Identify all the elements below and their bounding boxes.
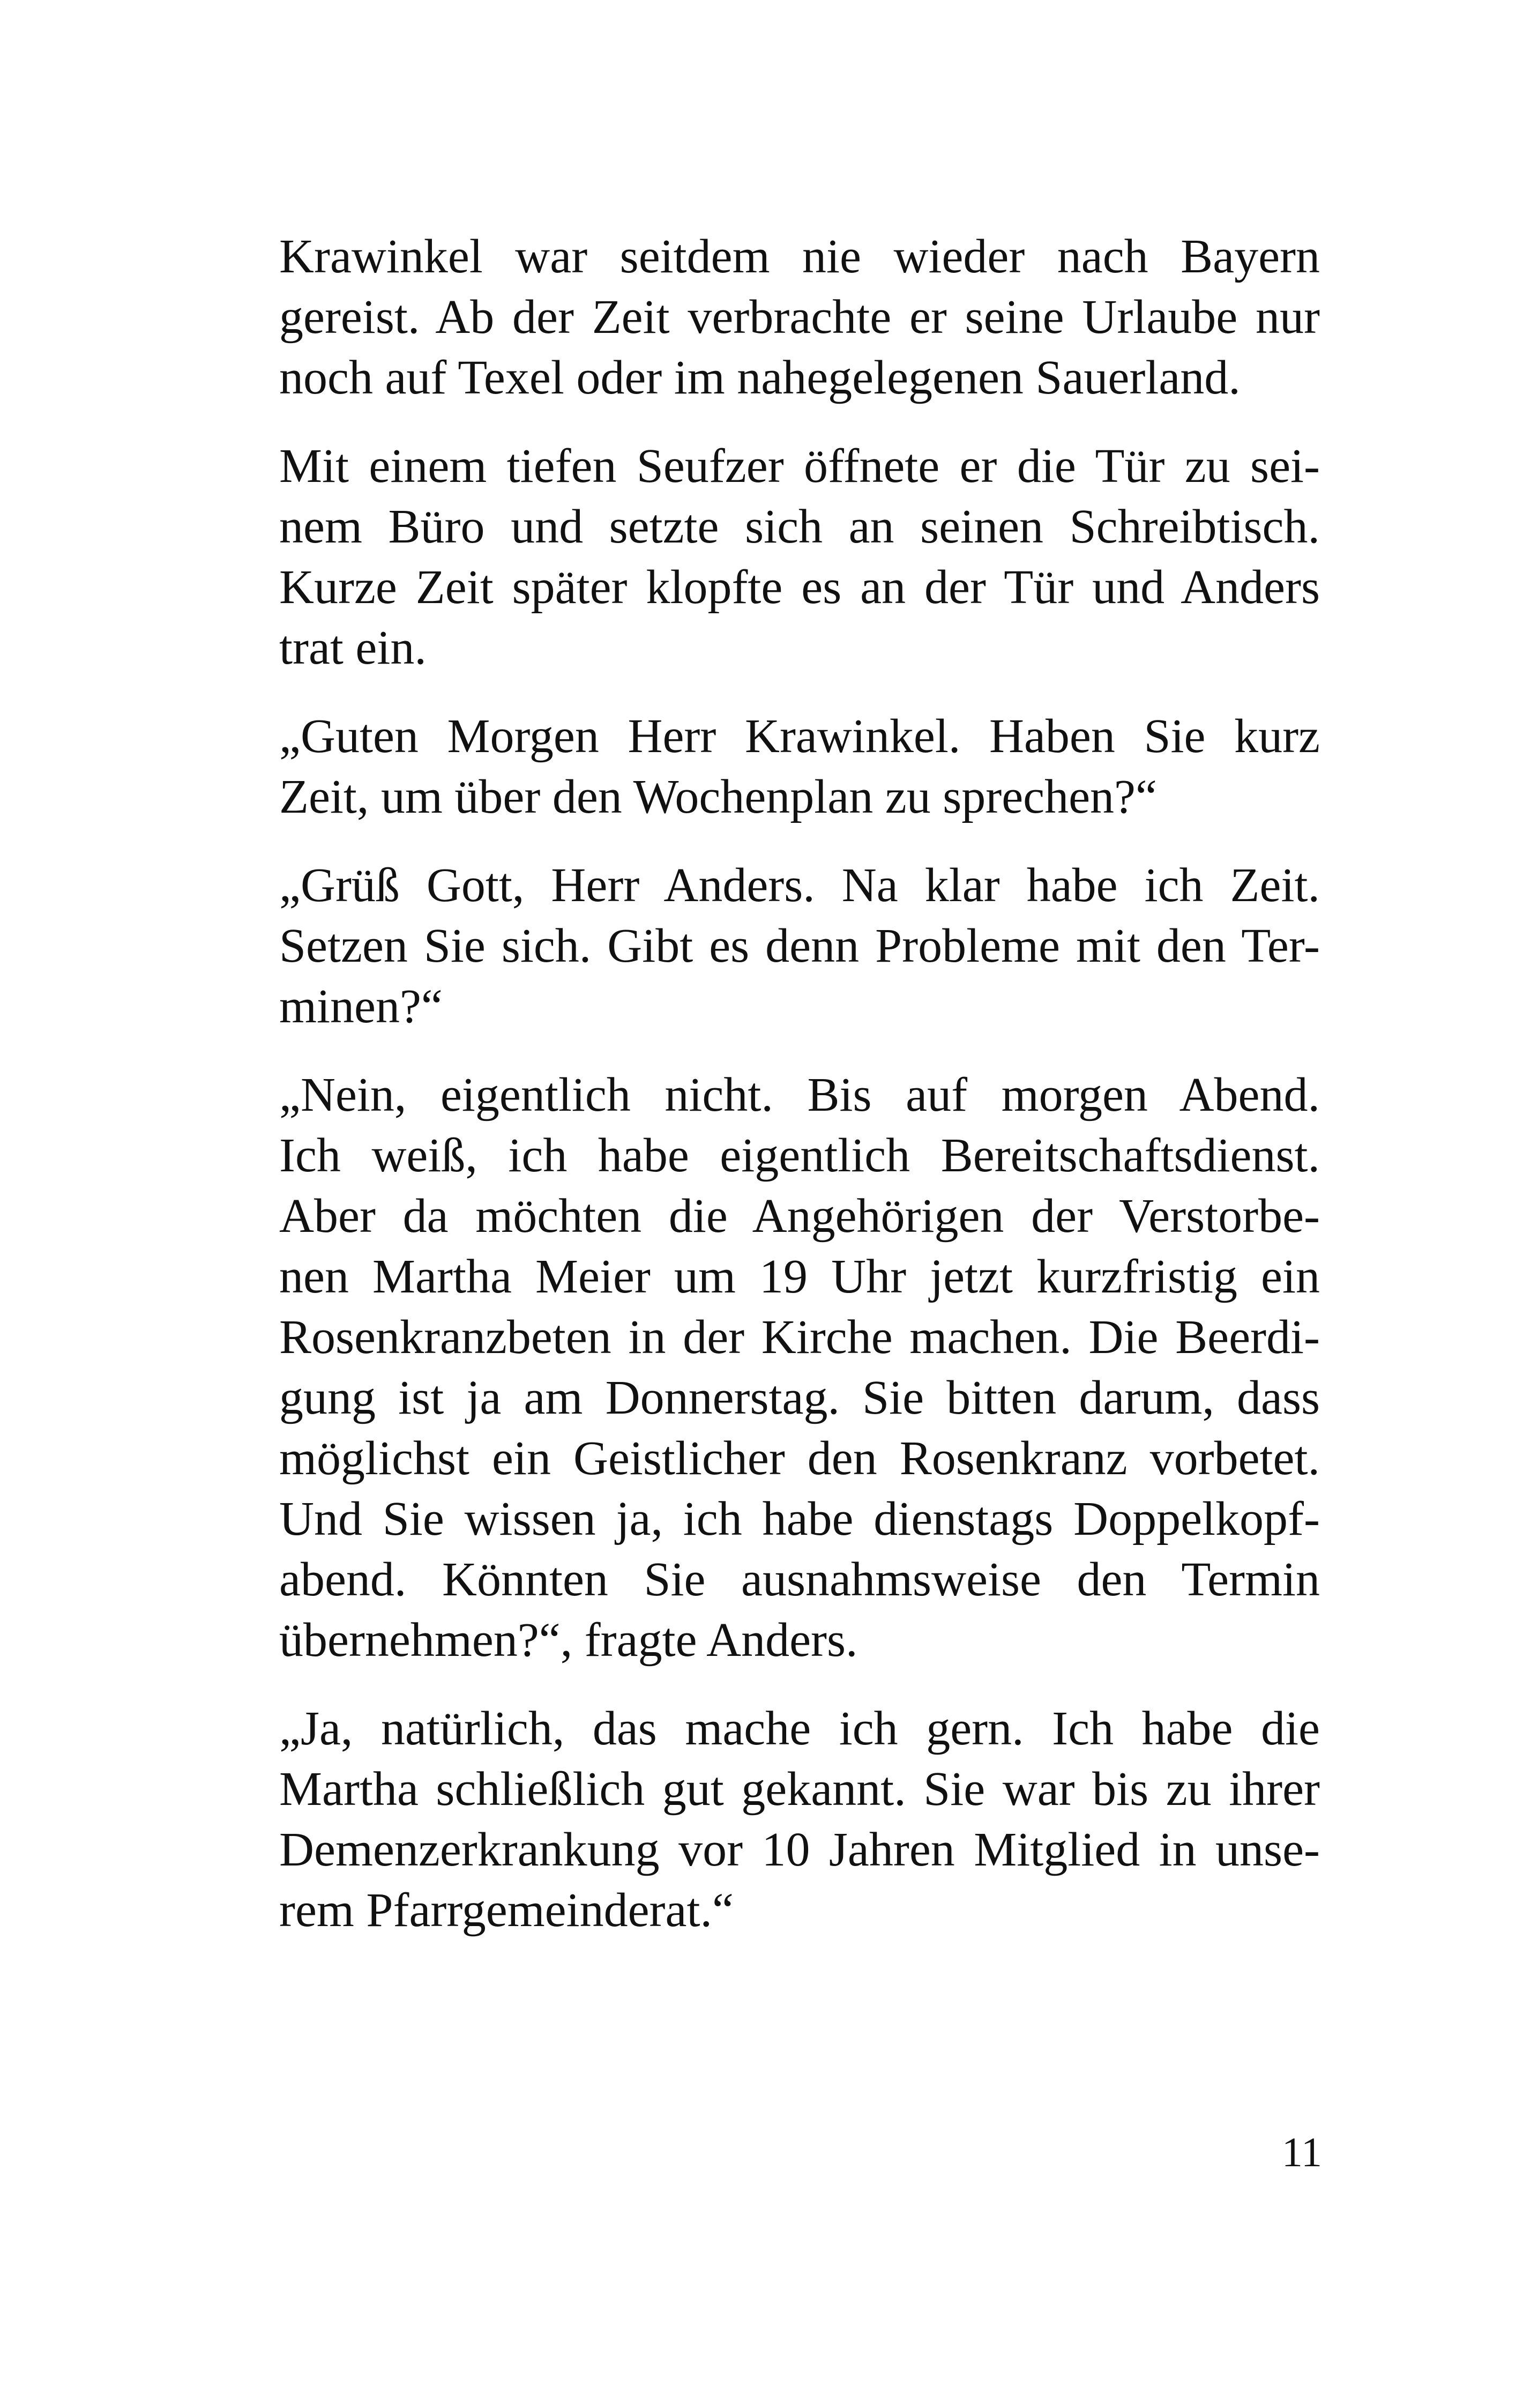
- paragraph: [216, 436, 1320, 678]
- text-line: Krawinkel war seitdem nie wieder nach Bayern: [279, 230, 1320, 283]
- text-line: Martha schließlich gut gekannt. Sie war bis zu ihrer: [279, 1763, 1320, 1816]
- text-line: möglichst ein Geistlicher den Rosenkranz vorbetet.: [279, 1432, 1320, 1485]
- text-line: Und Sie wissen ja, ich habe dienstags Doppelkopf-: [279, 1492, 1320, 1545]
- text-line: rem Pfarrgemeinderat.“: [279, 1884, 734, 1937]
- text-line: Kurze Zeit später klopfte es an der Tür und Anders: [279, 561, 1320, 614]
- text-line: „Nein, eigentlich nicht. Bis auf morgen Abend.: [279, 1068, 1320, 1121]
- text-line: „Ja, natürlich, das mache ich gern. Ich habe die: [279, 1702, 1320, 1755]
- paragraph: [216, 855, 1320, 1037]
- body-text: [216, 226, 1320, 1968]
- text-line: „Guten Morgen Herr Krawinkel. Haben Sie kurz: [279, 710, 1320, 763]
- text-line: abend. Könnten Sie ausnahmsweise den Termin: [279, 1553, 1320, 1606]
- text-line: Zeit, um über den Wochenplan zu sprechen?“: [279, 770, 1157, 823]
- text-line: gereist. Ab der Zeit verbrachte er seine Urlaube nur: [279, 291, 1320, 344]
- paragraph: [216, 1698, 1320, 1941]
- paragraph: [216, 706, 1320, 827]
- text-line: Demenzerkrankung vor 10 Jahren Mitglied in unse-: [279, 1823, 1320, 1876]
- text-line: Rosenkranzbeten in der Kirche machen. Die Beerdi-: [279, 1311, 1320, 1364]
- text-line: trat ein.: [279, 621, 427, 674]
- text-line: Setzen Sie sich. Gibt es denn Probleme mit den Ter-: [279, 919, 1320, 972]
- text-line: Aber da möchten die Angehörigen der Verstorbe-: [279, 1190, 1320, 1243]
- text-line: Ich weiß, ich habe eigentlich Bereitschaftsdienst.: [279, 1129, 1320, 1182]
- text-line: „Grüß Gott, Herr Anders. Na klar habe ich Zeit.: [279, 859, 1320, 912]
- text-line: Mit einem tiefen Seufzer öffnete er die Tür zu sei-: [279, 440, 1320, 493]
- paragraph: [216, 226, 1320, 408]
- text-line: nen Martha Meier um 19 Uhr jetzt kurzfristig ein: [279, 1250, 1320, 1303]
- text-line: gung ist ja am Donnerstag. Sie bitten darum, dass: [279, 1371, 1320, 1424]
- page-number: 11: [1281, 2129, 1322, 2175]
- text-line: noch auf Texel oder im nahegelegenen Sauerland.: [279, 351, 1241, 404]
- text-line: nem Büro und setzte sich an seinen Schreibtisch.: [279, 500, 1320, 553]
- text-line: übernehmen?“, fragte Anders.: [279, 1614, 858, 1667]
- text-line: minen?“: [279, 980, 443, 1033]
- paragraph: [216, 1065, 1320, 1670]
